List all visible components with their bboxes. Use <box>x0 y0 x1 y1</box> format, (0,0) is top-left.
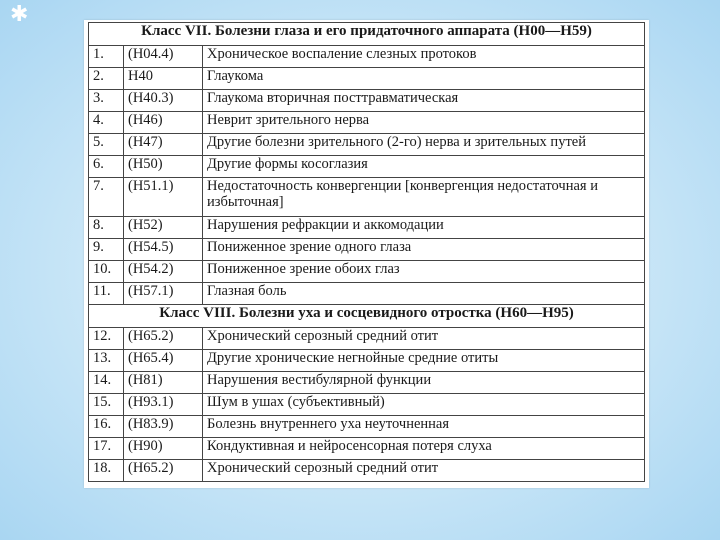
disease-name: Глаукома <box>203 68 645 90</box>
icd-code: (H52) <box>124 217 203 239</box>
table-row <box>89 283 645 305</box>
icd-code: (H40.3) <box>124 90 203 112</box>
icd-code: (H54.2) <box>124 261 203 283</box>
row-number: 18. <box>89 460 124 482</box>
table-row <box>89 90 645 112</box>
row-number: 2. <box>89 68 124 90</box>
disease-name: Пониженное зрение обоих глаз <box>203 261 645 283</box>
row-number: 14. <box>89 372 124 394</box>
disease-table <box>88 22 645 482</box>
table-row <box>89 239 645 261</box>
table-row <box>89 394 645 416</box>
icd-code: (H46) <box>124 112 203 134</box>
disease-name: Хронический серозный средний отит <box>203 328 645 350</box>
row-number: 9. <box>89 239 124 261</box>
table-row <box>89 261 645 283</box>
table-row <box>89 416 645 438</box>
icd-code: (H04.4) <box>124 46 203 68</box>
disease-name: Недостаточность конвергенции [конвергенция недостаточная и избыточная] <box>203 178 645 217</box>
icd-code: (H50) <box>124 156 203 178</box>
row-number: 16. <box>89 416 124 438</box>
disease-name: Другие хронические негнойные средние отиты <box>203 350 645 372</box>
row-number: 7. <box>89 178 124 217</box>
disease-name: Другие формы косоглазия <box>203 156 645 178</box>
row-number: 4. <box>89 112 124 134</box>
icd-code: (H65.2) <box>124 460 203 482</box>
asterisk-star-icon: ✱ <box>10 2 29 27</box>
document-sheet <box>84 20 649 488</box>
table-row <box>89 178 645 217</box>
icd-code: (H81) <box>124 372 203 394</box>
icd-code: (H47) <box>124 134 203 156</box>
section-header-row <box>89 23 645 46</box>
disease-name: Неврит зрительного нерва <box>203 112 645 134</box>
table-row <box>89 460 645 482</box>
row-number: 12. <box>89 328 124 350</box>
icd-code: (H65.4) <box>124 350 203 372</box>
table-row <box>89 217 645 239</box>
disease-name: Шум в ушах (субъективный) <box>203 394 645 416</box>
row-number: 17. <box>89 438 124 460</box>
icd-code: (H57.1) <box>124 283 203 305</box>
row-number: 8. <box>89 217 124 239</box>
table-row <box>89 112 645 134</box>
row-number: 10. <box>89 261 124 283</box>
row-number: 15. <box>89 394 124 416</box>
row-number: 1. <box>89 46 124 68</box>
icd-code: (H51.1) <box>124 178 203 217</box>
section-title: Класс VII. Болезни глаза и его придаточного аппарата (H00—H59) <box>89 23 645 46</box>
icd-code: H40 <box>124 68 203 90</box>
disease-name: Нарушения рефракции и аккомодации <box>203 217 645 239</box>
section-title: Класс VIII. Болезни уха и сосцевидного отростка (H60—H95) <box>89 305 645 328</box>
table-row <box>89 328 645 350</box>
disease-name: Пониженное зрение одного глаза <box>203 239 645 261</box>
row-number: 11. <box>89 283 124 305</box>
table-row <box>89 438 645 460</box>
disease-name: Глазная боль <box>203 283 645 305</box>
disease-name: Другие болезни зрительного (2-го) нерва и зрительных путей <box>203 134 645 156</box>
table-row <box>89 68 645 90</box>
icd-code: (H54.5) <box>124 239 203 261</box>
icd-code: (H65.2) <box>124 328 203 350</box>
icd-code: (H90) <box>124 438 203 460</box>
table-row <box>89 134 645 156</box>
disease-name: Глаукома вторичная посттравматическая <box>203 90 645 112</box>
row-number: 6. <box>89 156 124 178</box>
disease-name: Кондуктивная и нейросенсорная потеря слуха <box>203 438 645 460</box>
disease-name: Хронический серозный средний отит <box>203 460 645 482</box>
row-number: 3. <box>89 90 124 112</box>
table-row <box>89 46 645 68</box>
table-row <box>89 350 645 372</box>
row-number: 5. <box>89 134 124 156</box>
disease-name: Нарушения вестибулярной функции <box>203 372 645 394</box>
row-number: 13. <box>89 350 124 372</box>
icd-code: (H83.9) <box>124 416 203 438</box>
disease-name: Болезнь внутреннего уха неуточненная <box>203 416 645 438</box>
section-header-row <box>89 305 645 328</box>
icd-code: (H93.1) <box>124 394 203 416</box>
table-row <box>89 372 645 394</box>
table-row <box>89 156 645 178</box>
disease-name: Хроническое воспаление слезных протоков <box>203 46 645 68</box>
